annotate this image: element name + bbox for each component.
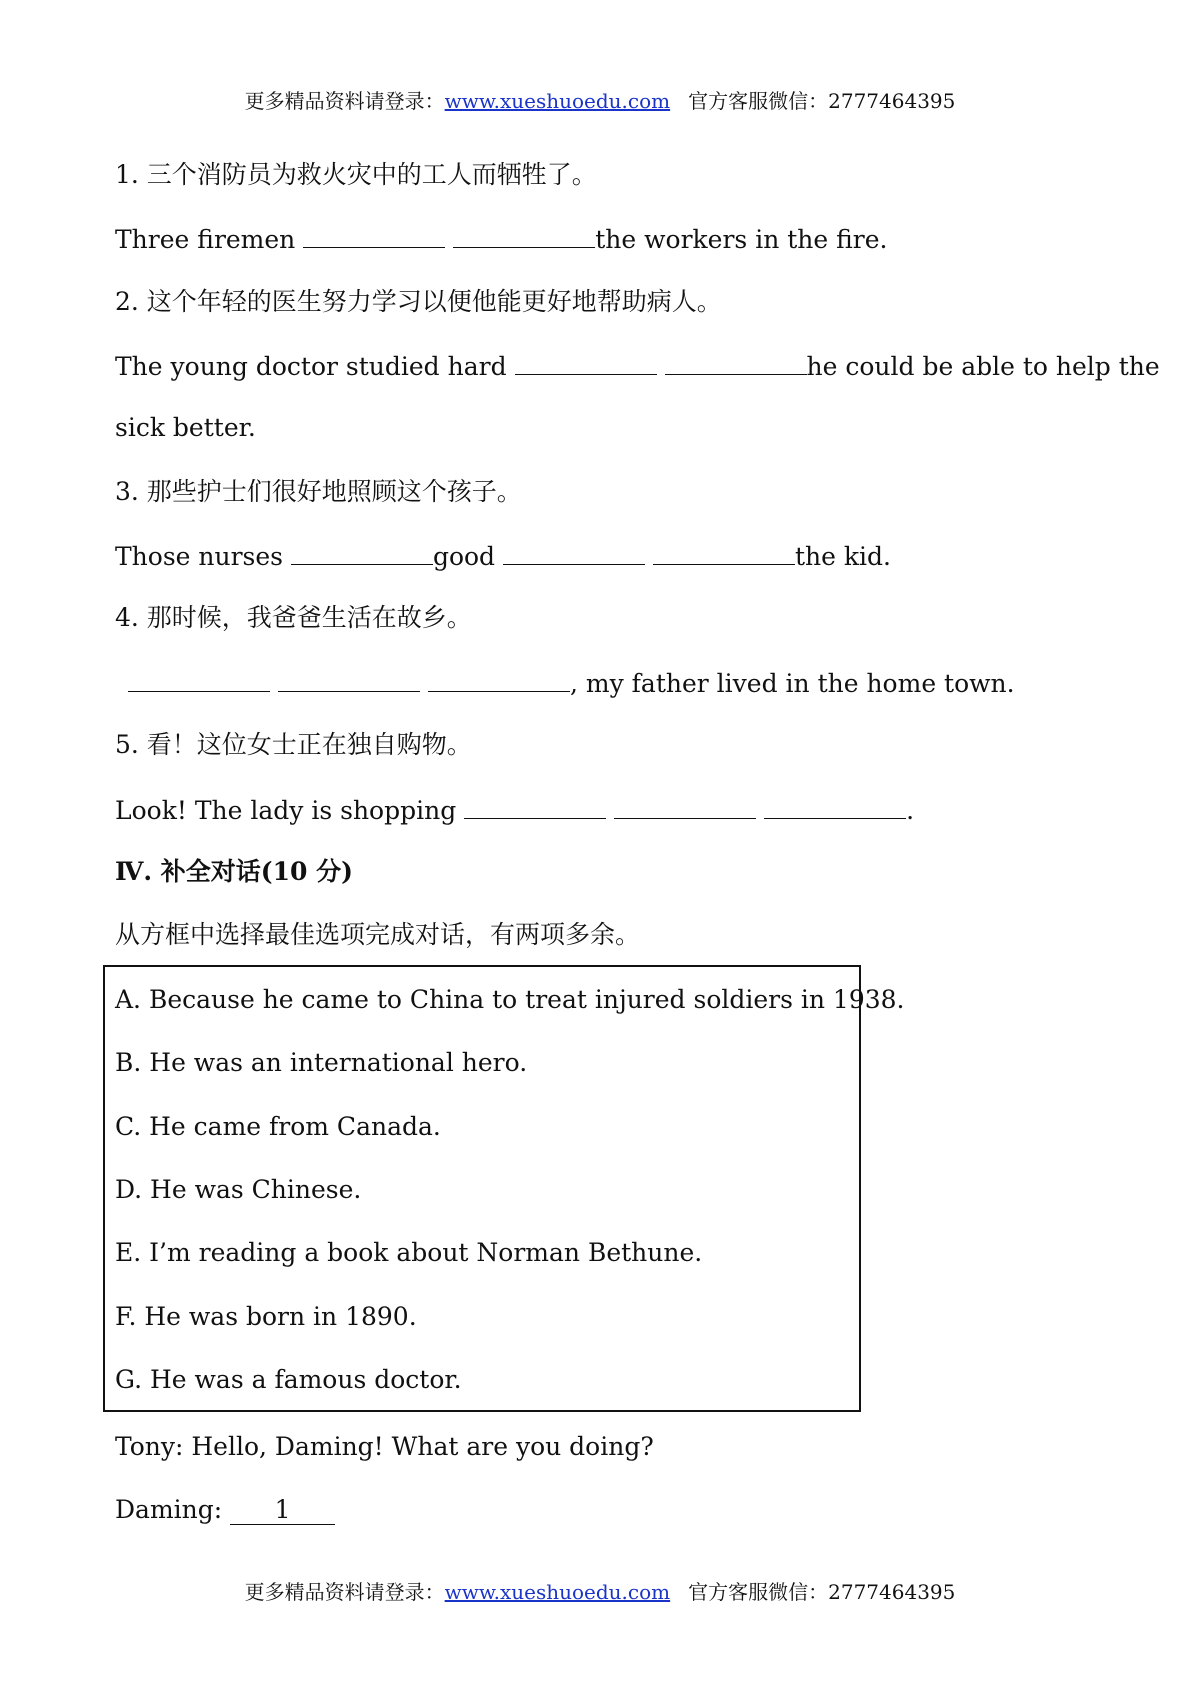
answer-blank[interactable] <box>278 667 420 692</box>
option-f: F. He was born in 1890. <box>115 1302 417 1331</box>
q5-text-a: Look! The lady is shopping <box>115 796 465 825</box>
q3-text-b: good <box>432 542 504 571</box>
answer-blank[interactable] <box>614 794 756 819</box>
question-5-chinese: 5. 看！这位女士正在独自购物。 <box>115 730 472 759</box>
answer-blank[interactable] <box>128 667 270 692</box>
section-4-instruction: 从方框中选择最佳选项完成对话，有两项多余。 <box>115 920 641 949</box>
option-c: C. He came from Canada. <box>115 1112 441 1141</box>
footer-service: 官方客服微信：2777464395 <box>688 1580 956 1604</box>
question-2-chinese: 2. 这个年轻的医生努力学习以便他能更好地帮助病人。 <box>115 287 722 316</box>
answer-blank[interactable] <box>764 794 906 819</box>
daming-speaker: Daming: <box>115 1495 231 1524</box>
answer-blank[interactable] <box>665 350 807 375</box>
q4-text: , my father lived in the home town. <box>570 669 1015 698</box>
answer-blank-1[interactable]: 1 <box>230 1496 335 1525</box>
q1-text-a: Three firemen <box>115 225 304 254</box>
section-4-title: Ⅳ. 补全对话(10 分) <box>115 857 353 886</box>
page-header-top <box>0 89 1200 113</box>
q3-text-a: Those nurses <box>115 542 291 571</box>
q5-text-b: . <box>906 796 915 825</box>
dialogue-line-tony: Tony: Hello, Daming! What are you doing? <box>115 1432 654 1461</box>
question-2-continuation: sick better. <box>115 413 256 442</box>
q2-text-b: he could be able to help the <box>806 352 1160 381</box>
question-1-english <box>115 223 888 255</box>
footer-prefix: 更多精品资料请登录： <box>244 1580 445 1604</box>
q2-text-a: The young doctor studied hard <box>115 352 515 381</box>
answer-blank[interactable] <box>291 540 433 565</box>
page-footer <box>0 1580 1200 1604</box>
answer-blank[interactable] <box>464 794 606 819</box>
question-3-english <box>115 540 891 572</box>
question-5-english <box>115 794 914 826</box>
dialogue-line-daming <box>115 1495 335 1525</box>
answer-blank[interactable] <box>653 540 795 565</box>
footer-link[interactable]: www.xueshuoedu.com <box>444 1580 671 1604</box>
answer-blank[interactable] <box>303 223 445 248</box>
header-prefix: 更多精品资料请登录： <box>244 89 445 113</box>
option-d: D. He was Chinese. <box>115 1175 362 1204</box>
question-4-chinese: 4. 那时候，我爸爸生活在故乡。 <box>115 603 472 632</box>
question-3-chinese: 3. 那些护士们很好地照顾这个孩子。 <box>115 477 522 506</box>
answer-blank[interactable] <box>515 350 657 375</box>
answer-blank[interactable] <box>453 223 595 248</box>
question-2-english <box>115 350 1160 382</box>
question-4-english <box>128 667 1015 699</box>
answer-blank[interactable] <box>428 667 570 692</box>
option-e: E. I’m reading a book about Norman Bethune. <box>115 1238 703 1267</box>
q3-text-c: the kid. <box>795 542 891 571</box>
header-service: 官方客服微信：2777464395 <box>688 89 956 113</box>
option-b: B. He was an international hero. <box>115 1048 528 1077</box>
q1-text-b: the workers in the fire. <box>595 225 888 254</box>
option-a: A. Because he came to China to treat injured soldiers in 1938. <box>115 985 905 1014</box>
answer-blank[interactable] <box>503 540 645 565</box>
option-g: G. He was a famous doctor. <box>115 1365 462 1394</box>
header-link[interactable]: www.xueshuoedu.com <box>444 89 671 113</box>
question-1-chinese: 1. 三个消防员为救火灾中的工人而牺牲了。 <box>115 160 597 189</box>
